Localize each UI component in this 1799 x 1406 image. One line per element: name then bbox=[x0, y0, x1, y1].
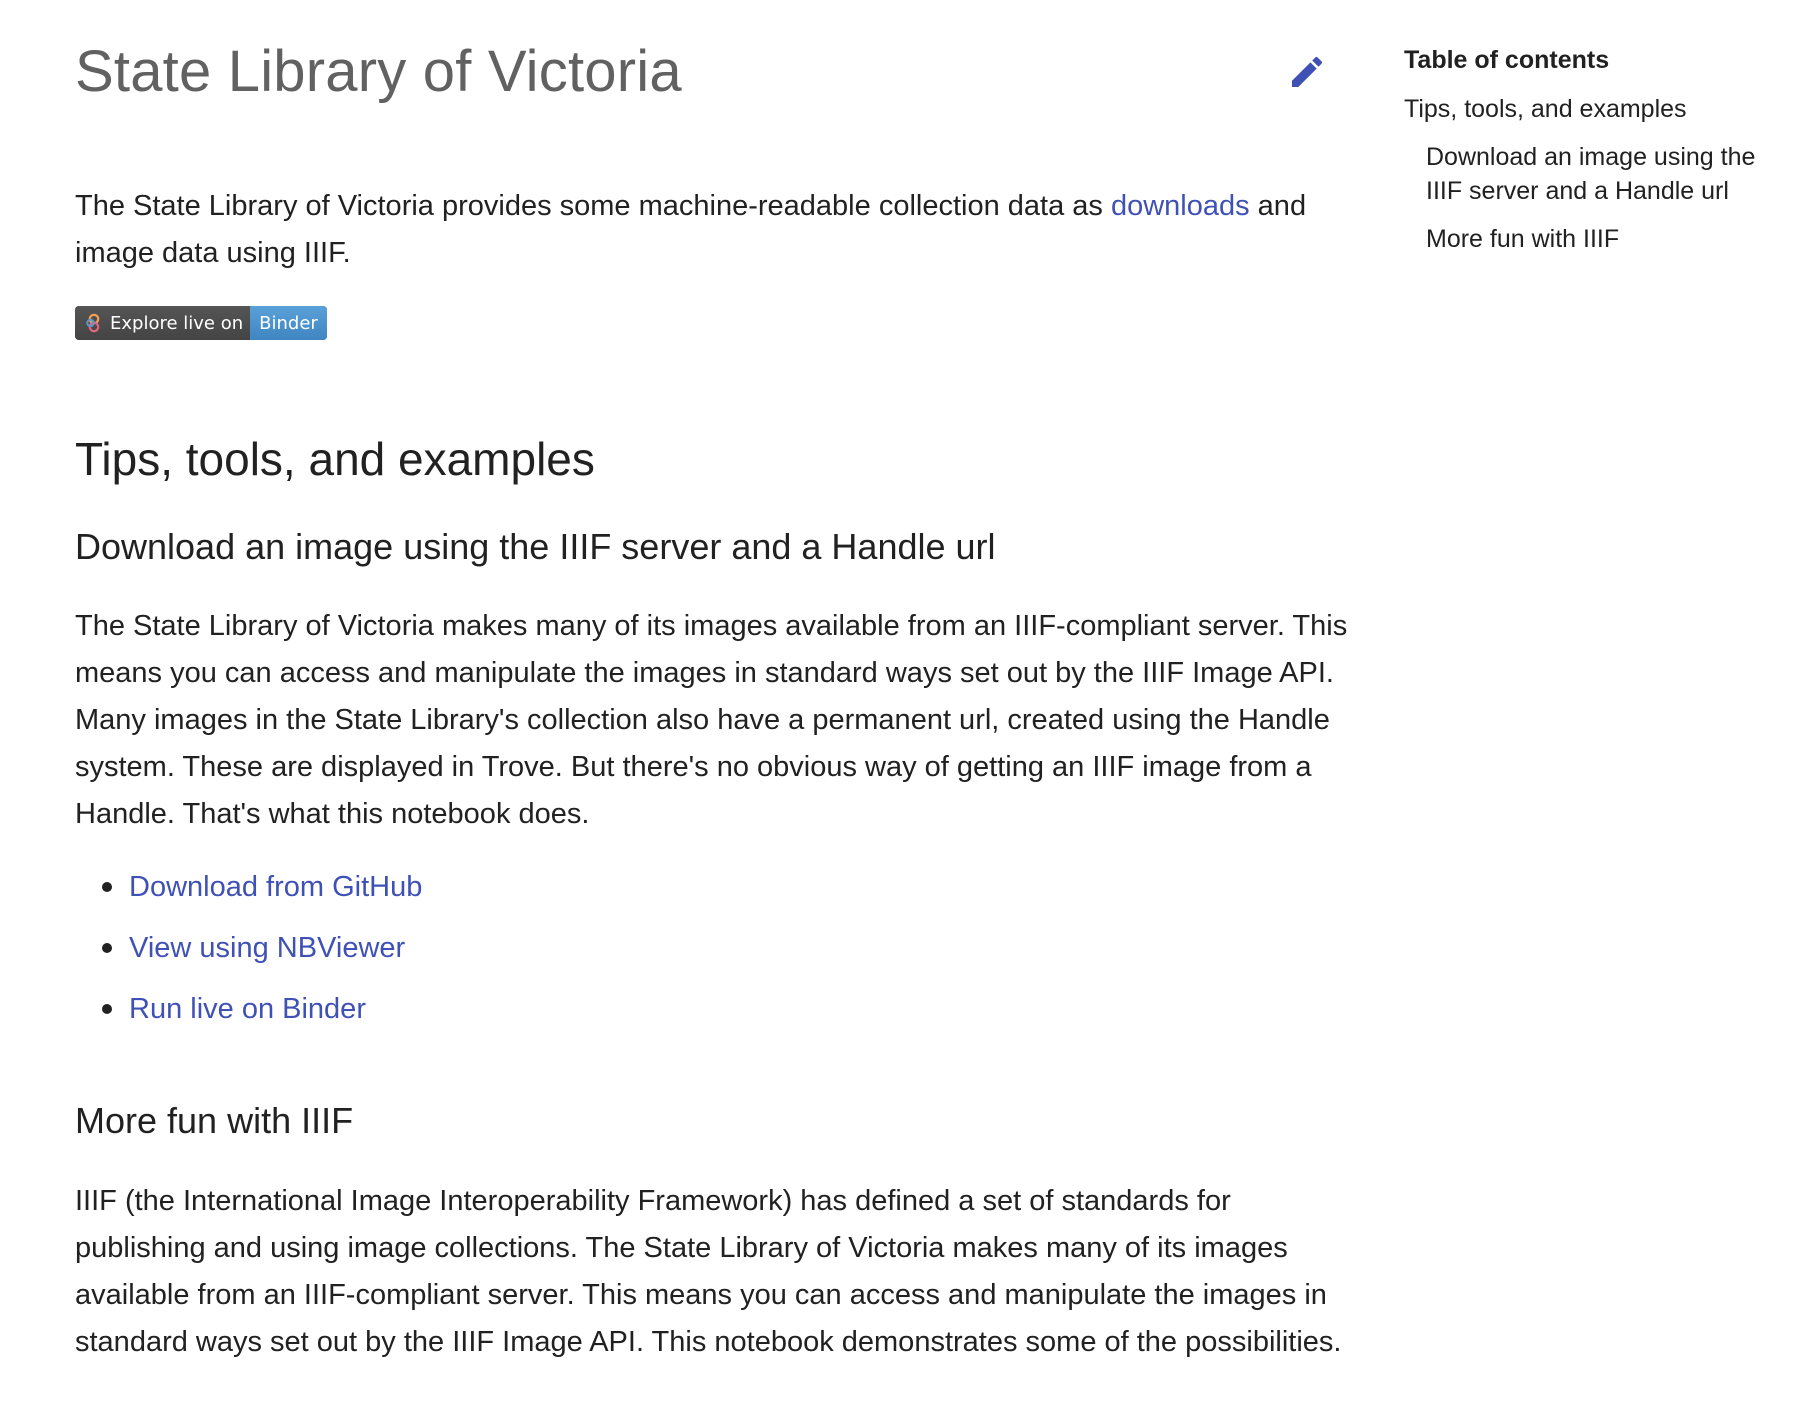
page-title: State Library of Victoria bbox=[75, 39, 682, 104]
intro-text-before: The State Library of Victoria provides some machine-readable collection data as bbox=[75, 190, 1111, 222]
downloads-link[interactable]: downloads bbox=[1110, 190, 1250, 222]
subheading-more-fun-iiif: More fun with IIIF bbox=[75, 1100, 354, 1141]
binder-logo-icon bbox=[84, 313, 104, 333]
toc-item-tips[interactable]: Tips, tools, and examples bbox=[1404, 95, 1687, 123]
paragraph-more-fun-iiif: IIIF (the International Image Interoperability Framework) has defined a set of standards for publishing and using image collections. The State Library of Victoria makes many of its images available from an IIIF-compliant server. This means you can access and manipulate the images in standard ways set out by the IIIF Image API. This notebook demonstrates some of the possibilities. bbox=[75, 1185, 1342, 1358]
section-heading-tips: Tips, tools, and examples bbox=[75, 433, 595, 485]
list-item bbox=[102, 928, 422, 989]
bullet-icon bbox=[102, 943, 112, 953]
badge-left-label: Explore live on bbox=[110, 312, 244, 334]
list-item bbox=[102, 867, 422, 928]
intro-paragraph bbox=[75, 183, 1345, 277]
toc-item-download-image[interactable]: Download an image using the IIIF server and a Handle url bbox=[1426, 143, 1756, 205]
notebook-links-list bbox=[102, 867, 422, 1050]
download-from-github-link[interactable]: Download from GitHub bbox=[129, 871, 423, 903]
run-binder-link[interactable]: Run live on Binder bbox=[129, 993, 366, 1025]
badge-left-part bbox=[75, 306, 250, 340]
badge-right-label: Binder bbox=[250, 306, 327, 340]
pencil-icon[interactable] bbox=[1287, 52, 1327, 92]
subheading-download-image: Download an image using the IIIF server and a Handle url bbox=[75, 526, 996, 567]
list-item bbox=[102, 989, 422, 1050]
toc-title: Table of contents bbox=[1404, 46, 1610, 74]
table-of-contents bbox=[1404, 44, 1784, 256]
intro-text-after: and image data using IIIF. bbox=[75, 190, 1307, 269]
paragraph-download-image: The State Library of Victoria makes many of its images available from an IIIF-compliant server. This means you can access and manipulate the images in standard ways set out by the IIIF Image API. Many images in the State Library's collection also have a permanent url, created using the Handle system. These are displayed in Trove. But there's no obvious way of getting an IIIF image from a Handle. That's what this notebook does. bbox=[75, 610, 1348, 830]
bullet-icon bbox=[102, 1004, 112, 1014]
toc-item-more-fun[interactable]: More fun with IIIF bbox=[1426, 225, 1620, 253]
binder-badge[interactable] bbox=[75, 306, 327, 340]
view-nbviewer-link[interactable]: View using NBViewer bbox=[129, 932, 406, 964]
toc-list bbox=[1404, 92, 1784, 256]
bullet-icon bbox=[102, 882, 112, 892]
